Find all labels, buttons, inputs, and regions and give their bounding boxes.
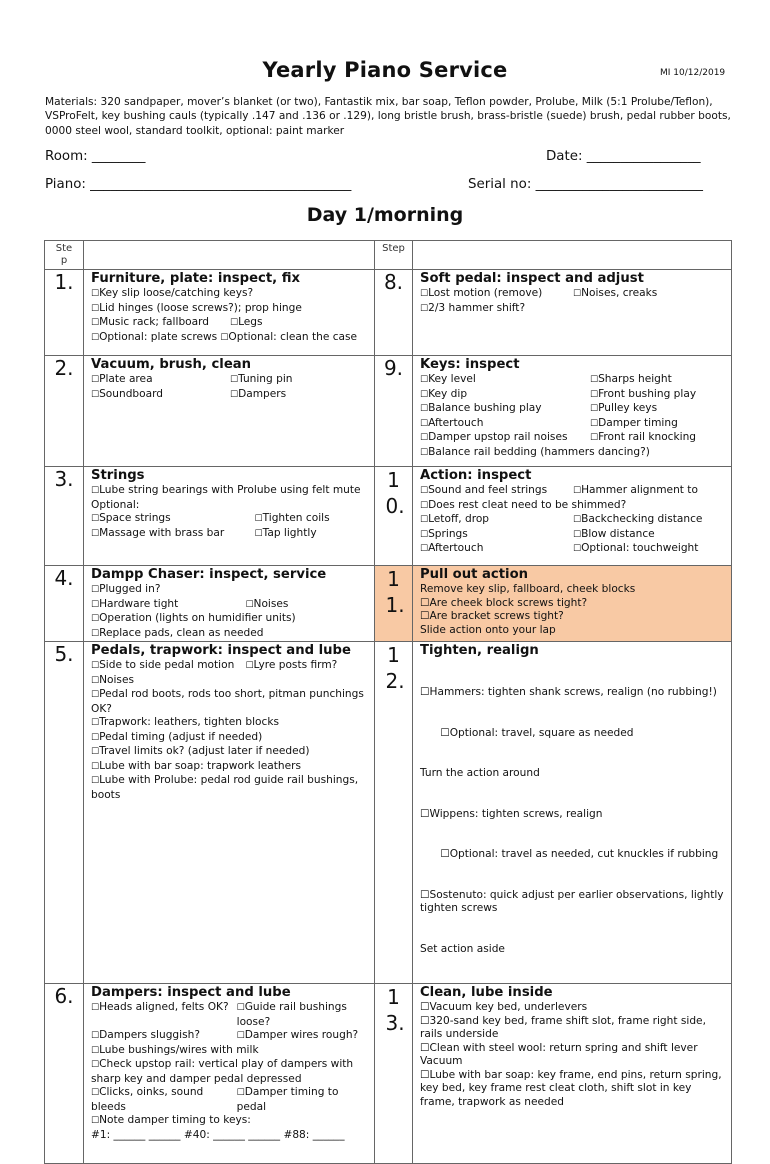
step-cell xyxy=(84,270,375,356)
checklist-item[interactable]: ☐Tap lightly xyxy=(254,526,317,539)
table-header-row xyxy=(45,241,732,270)
checklist-item[interactable]: ☐Travel limits ok? (adjust later if needed) xyxy=(91,745,310,757)
step-cell xyxy=(84,566,375,642)
step-number: 6. xyxy=(45,984,84,1164)
checklist-item[interactable]: ☐Soundboard xyxy=(91,387,164,400)
checklist-item[interactable]: ☐Lid hinges (loose screws?); prop hinge xyxy=(91,301,302,314)
step-cell xyxy=(413,356,732,467)
checklist-item[interactable]: ☐Heads aligned, felts OK? xyxy=(91,1001,229,1013)
checklist-item[interactable]: ☐Lube with bar soap: key frame, end pins, return spring, key bed, key frame rest cleat cloth, shift slot in key frame, trapwork as needed xyxy=(420,1068,722,1108)
materials-list: Materials: 320 sandpaper, mover’s blanket (or two), Fantastik mix, bar soap, Teflon powder, Prolube, Milk (5:1 Prolube/Teflon), VSProFelt, key bushing cauls (typically .147 and .136 or .129), long bristle brush, brass-bristle (suede) brush, pedal rubber boots, 0000 steel wool, standard toolkit, optional: paint marker xyxy=(45,96,731,137)
checklist-item[interactable]: ☐Operation (lights on humidifier units) xyxy=(91,612,296,624)
step-cell xyxy=(413,270,732,356)
checklist-item[interactable]: ☐Sostenuto: quick adjust per earlier observations, lightly tighten screws xyxy=(420,888,727,914)
checklist-item[interactable]: ☐Pulley keys xyxy=(590,402,658,414)
step-number: 13. xyxy=(375,984,413,1164)
step-number: 9. xyxy=(375,356,413,467)
step-title: Action: inspect xyxy=(420,468,532,483)
checklist-item[interactable]: ☐Backchecking distance xyxy=(573,513,703,525)
step-number: 5. xyxy=(45,642,84,984)
checklist-item[interactable]: ☐Aftertouch xyxy=(420,542,484,554)
version-stamp: MI 10/12/2019 xyxy=(660,68,726,78)
checklist-item[interactable]: ☐Music rack; fallboard xyxy=(91,316,210,328)
checklist-item[interactable]: ☐Front rail knocking xyxy=(590,431,697,443)
damper-timing-line[interactable]: #1: ______ ______ #40: ______ ______ #88: ______ xyxy=(91,1128,345,1141)
checklist-item[interactable]: ☐Space strings xyxy=(91,512,171,524)
checklist-item[interactable]: ☐Are bracket screws tight? xyxy=(420,610,564,622)
step-header-left: Step xyxy=(45,241,84,270)
checklist-item[interactable]: ☐Damper upstop rail noises xyxy=(420,431,568,443)
checklist-item[interactable]: ☐Guide rail bushings loose? xyxy=(236,1001,347,1028)
checklist-item[interactable]: ☐Note damper timing to keys: xyxy=(91,1114,251,1126)
step-title: Keys: inspect xyxy=(420,357,520,372)
step-title: Dampp Chaser: inspect, service xyxy=(91,567,327,582)
table-row xyxy=(45,642,732,984)
step-title: Furniture, plate: inspect, fix xyxy=(91,271,301,286)
checklist-item[interactable]: ☐Does rest cleat need to be shimmed? xyxy=(420,498,627,511)
checklist-item[interactable]: ☐Pedal rod boots, rods too short, pitman punchings OK? xyxy=(91,688,364,715)
date-field: Date: _________________ xyxy=(546,149,701,164)
step-title: Soft pedal: inspect and adjust xyxy=(420,271,644,286)
step-title: Clean, lube inside xyxy=(420,985,553,1000)
checklist-item[interactable]: ☐Wippens: tighten screws, realign xyxy=(420,807,603,820)
step-title: Tighten, realign xyxy=(420,643,539,658)
serial-field: Serial no: _________________________ xyxy=(468,177,703,192)
checklist-item[interactable]: ☐Dampers xyxy=(230,387,287,400)
instruction-line: Slide action onto your lap xyxy=(420,623,556,636)
checklist-item[interactable]: ☐Hammer alignment to xyxy=(573,484,698,496)
checklist-item[interactable]: ☐Lube with bar soap: trapwork leathers xyxy=(91,759,301,772)
checklist-label: Optional: xyxy=(91,498,140,511)
step-cell xyxy=(413,642,732,984)
checklist-item[interactable]: ☐Clicks, oinks, sound bleeds xyxy=(91,1086,204,1113)
instruction-line: Remove key slip, fallboard, cheek blocks xyxy=(420,583,636,595)
step-number: 10. xyxy=(375,467,413,566)
checklist-item[interactable]: ☐Balance bushing play xyxy=(420,402,542,414)
table-row xyxy=(45,270,732,356)
section-title: Day 1/morning xyxy=(306,204,464,226)
step-number: 3. xyxy=(45,467,84,566)
step-number: 2. xyxy=(45,356,84,467)
checklist-item[interactable]: ☐Optional: travel, square as needed xyxy=(420,726,634,739)
checklist-item[interactable]: ☐Lost motion (remove) xyxy=(420,287,543,299)
checklist-item[interactable]: ☐Optional: travel as needed, cut knuckles if rubbing xyxy=(420,848,719,860)
checklist-item[interactable]: ☐Hammers: tighten shank screws, realign (no rubbing!) xyxy=(420,686,717,698)
page-title: Yearly Piano Service xyxy=(262,58,508,82)
checklist-item[interactable]: ☐2/3 hammer shift? xyxy=(420,301,526,314)
instruction-line: Set action aside xyxy=(420,942,505,955)
checklist-item[interactable]: ☐Optional: touchweight xyxy=(573,542,699,554)
checklist-item[interactable]: ☐Side to side pedal motion xyxy=(91,659,235,671)
checklist-item[interactable]: ☐Letoff, drop xyxy=(420,513,490,525)
step-cell xyxy=(84,984,375,1164)
step-cell xyxy=(413,984,732,1164)
instruction-line: Turn the action around xyxy=(420,767,540,779)
step-title: Pedals, trapwork: inspect and lube xyxy=(91,643,351,658)
step-cell-highlighted xyxy=(413,566,732,642)
checklist-item[interactable]: ☐Noises xyxy=(91,673,134,686)
checklist-item[interactable]: ☐Noises xyxy=(245,597,289,610)
checklist-item[interactable]: ☐Clean with steel wool: return spring and shift lever Vacuum xyxy=(420,1041,698,1067)
checklist-item[interactable]: ☐320-sand key bed, frame shift slot, frame right side, rails underside xyxy=(420,1014,706,1040)
checklist-item[interactable]: ☐Damper timing xyxy=(590,416,678,429)
step-number: 8. xyxy=(375,270,413,356)
checklist-item[interactable]: ☐Sound and feel strings xyxy=(420,484,548,496)
checklist-item[interactable]: ☐Key dip xyxy=(420,387,468,400)
table-row xyxy=(45,356,732,467)
checklist-item[interactable]: ☐Dampers sluggish? xyxy=(91,1029,200,1041)
checklist-item[interactable]: ☐Massage with brass bar xyxy=(91,526,225,539)
step-number: 4. xyxy=(45,566,84,642)
checklist-item[interactable]: ☐Aftertouch xyxy=(420,416,484,429)
checklist-item[interactable]: ☐Are cheek block screws tight? xyxy=(420,596,588,609)
piano-field: Piano: _______________________________________ xyxy=(45,177,352,192)
step-number: 12. xyxy=(375,642,413,984)
checklist-item[interactable]: ☐Lube bushings/wires with milk xyxy=(91,1043,259,1056)
checklist-item[interactable]: ☐Springs xyxy=(420,527,468,540)
checklist-item[interactable]: ☐Check upstop rail: vertical play of dampers with sharp key and damper pedal depressed xyxy=(91,1058,354,1085)
step-header-right: Step xyxy=(375,241,413,270)
step-title: Dampers: inspect and lube xyxy=(91,985,291,1000)
step-title: Pull out action xyxy=(420,567,529,582)
step-cell xyxy=(84,467,375,566)
checklist-item[interactable]: ☐Optional: clean the case xyxy=(220,330,358,343)
checklist-item[interactable]: ☐Key level xyxy=(420,373,476,385)
checklist-item[interactable]: ☐Balance rail bedding (hammers dancing?) xyxy=(420,445,650,458)
checklist-item[interactable]: ☐Replace pads, clean as needed xyxy=(91,626,264,639)
checklist-item[interactable]: ☐Tighten coils xyxy=(254,512,330,524)
step-number: 1. xyxy=(45,270,84,356)
checklist-item[interactable]: ☐Front bushing play xyxy=(590,387,697,400)
checklist-item[interactable]: ☐Pedal timing (adjust if needed) xyxy=(91,730,263,743)
step-title: Strings xyxy=(91,468,145,483)
step-cell xyxy=(84,356,375,467)
step-title: Vacuum, brush, clean xyxy=(91,357,252,372)
table-row xyxy=(45,984,732,1164)
checklist-item[interactable]: ☐Noises, creaks xyxy=(573,287,658,299)
checklist-item[interactable]: ☐Lyre posts firm? xyxy=(245,659,338,671)
checklist-item[interactable]: ☐Hardware tight xyxy=(91,597,179,610)
checklist-item[interactable]: ☐Key slip loose/catching keys? xyxy=(91,287,254,299)
table-row xyxy=(45,467,732,566)
checklist-item[interactable]: ☐Lube string bearings with Prolube using felt mute xyxy=(91,484,361,496)
checklist-item[interactable]: ☐Damper wires rough? xyxy=(236,1029,359,1041)
checklist-item[interactable]: ☐Plate area xyxy=(91,373,153,385)
room-field: Room: ________ xyxy=(45,149,146,164)
step-number: 11. xyxy=(375,566,413,642)
checklist-item[interactable]: ☐Damper timing to pedal xyxy=(236,1086,339,1113)
table-row xyxy=(45,566,732,642)
service-steps-table xyxy=(44,240,732,1164)
checklist-item[interactable]: ☐Vacuum key bed, underlevers xyxy=(420,1001,588,1013)
step-cell xyxy=(413,467,732,566)
checklist-item[interactable]: ☐Optional: plate screws xyxy=(91,330,218,343)
checklist-item[interactable]: ☐Trapwork: leathers, tighten blocks xyxy=(91,716,280,728)
checklist-item[interactable]: ☐Legs xyxy=(230,316,263,328)
step-cell xyxy=(84,642,375,984)
checklist-item[interactable]: ☐Tuning pin xyxy=(230,373,293,385)
checklist-item[interactable]: ☐Plugged in? xyxy=(91,583,161,595)
checklist-item[interactable]: ☐Blow distance xyxy=(573,527,655,540)
checklist-item[interactable]: ☐Sharps height xyxy=(590,373,672,385)
checklist-item[interactable]: ☐Lube with Prolube: pedal rod guide rail bushings, boots xyxy=(91,774,359,801)
